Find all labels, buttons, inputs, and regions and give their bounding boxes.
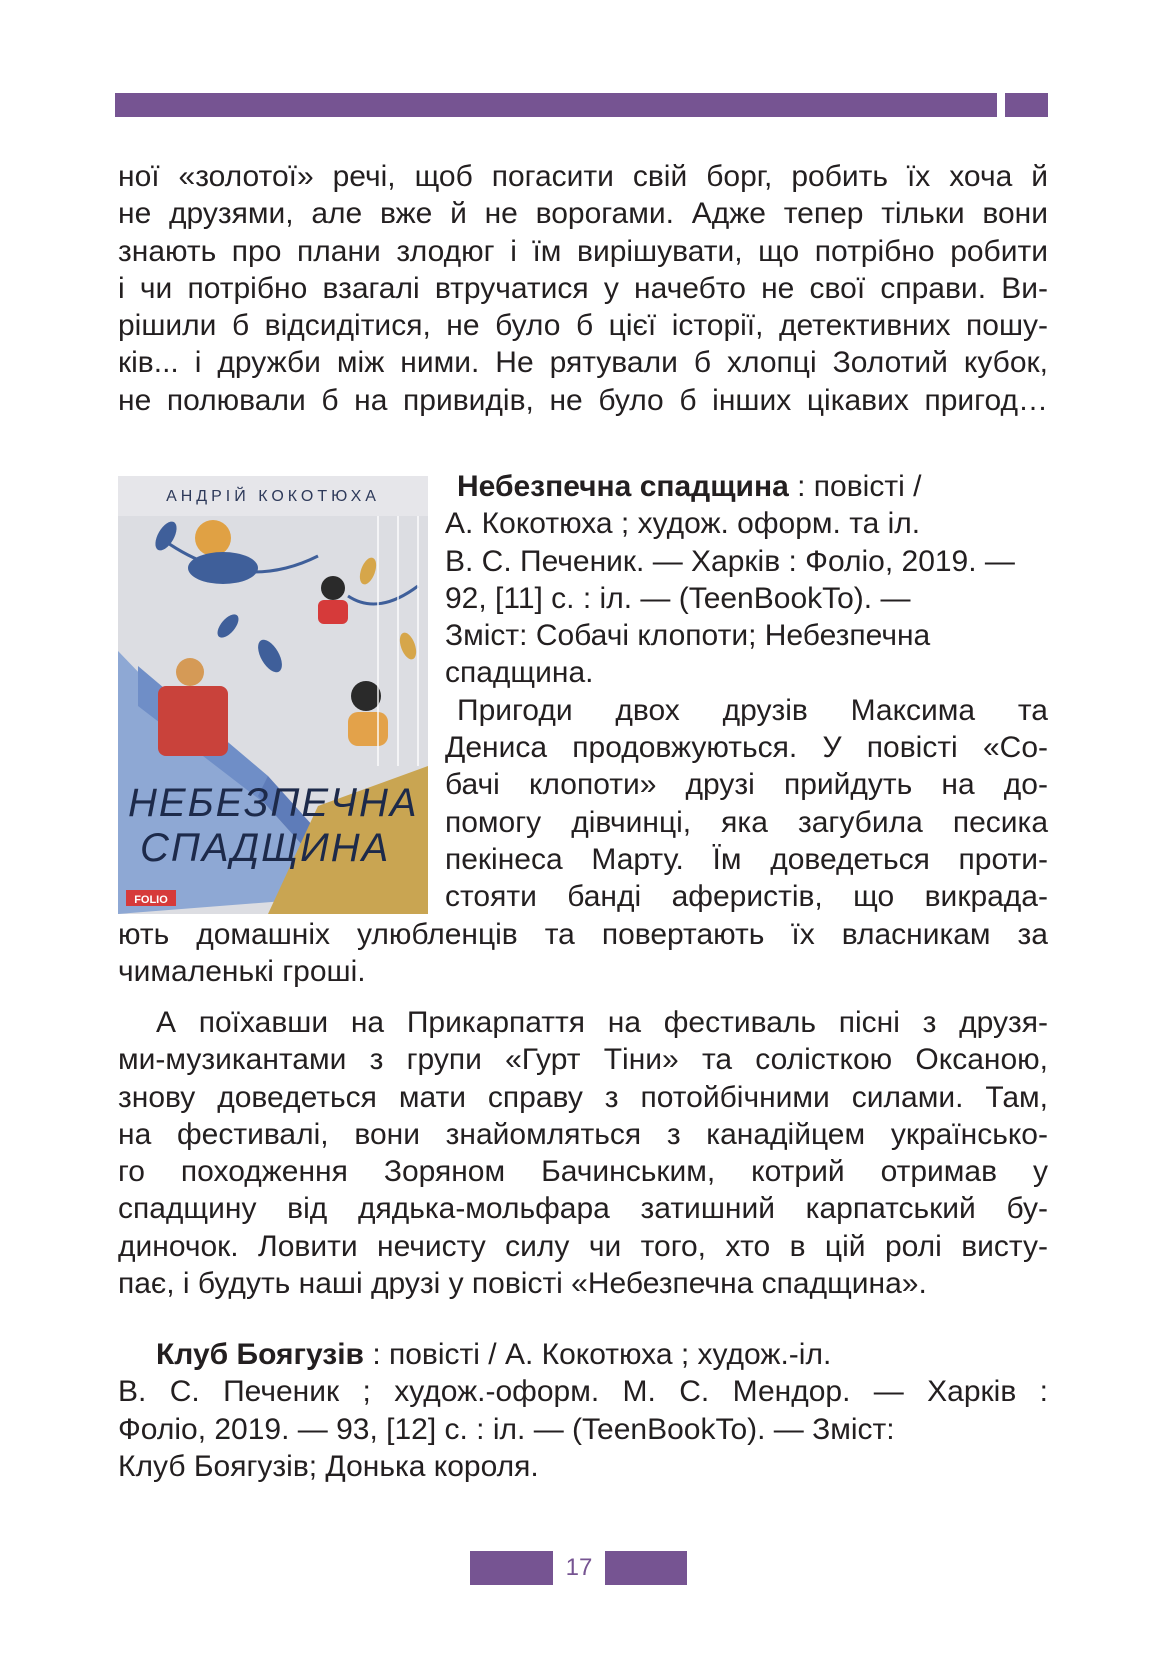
- text-line: ної «золотої» речі, щоб погасити свій борг, робить їх хоча й: [118, 160, 1048, 193]
- book2-title: Клуб Боягузів: [156, 1338, 364, 1371]
- text-line: диночок. Ловити нечисту силу чи того, хто в цій ролі висту-: [118, 1229, 1048, 1263]
- text-line: пає, і будуть наші друзі у повісті «Небезпечна спадщина».: [118, 1267, 927, 1301]
- citation-line: Клуб Боягузів; Донька короля.: [118, 1449, 539, 1483]
- header-bar-accent: [1005, 93, 1048, 117]
- text-line: пекінеса Марту. Їм доведеться проти-: [445, 842, 1048, 876]
- text-line: і чи потрібно взагалі втручатися у начебто не свої справи. Ви-: [118, 271, 1048, 305]
- text-line: бачі клопоти» друзі прийдуть на до-: [445, 768, 1048, 802]
- book-cover-image: [118, 476, 428, 914]
- page-number: 17: [565, 1554, 593, 1581]
- text-line: стояти банді аферистів, що викрада-: [445, 880, 1048, 914]
- citation-first-line: [118, 1336, 1048, 1373]
- paragraph-intro: [118, 158, 1048, 419]
- text-line: знають про плани злодюг і їм вирішувати, що потрібно робити: [118, 234, 1048, 268]
- cover-title-line1: НЕБЕЗПЕЧНА: [128, 781, 419, 825]
- text-line: не полювали б на привидів, не було б інших цікавих пригод…: [118, 383, 1048, 417]
- citation-rest: : повісті / А. Кокотюха ; худож.-іл.: [364, 1338, 832, 1371]
- footer-bar-left: [470, 1551, 553, 1585]
- footer-bar-right: [605, 1551, 687, 1585]
- text-line: спадщину від дядька-мольфара затишний карпатський бу-: [118, 1192, 1048, 1226]
- book1-title: Небезпечна спадщина: [457, 470, 789, 503]
- text-line: Пригоди двох друзів Максима та: [457, 693, 1048, 727]
- citation-line: Зміст: Собачі клопоти; Небезпечна: [445, 619, 931, 653]
- text-line: помогу дівчинці, яка загубила песика: [445, 805, 1048, 839]
- text-line: го походження Зоряном Бачинським, котрий отримав у: [118, 1155, 1048, 1189]
- citation-line: Фоліо, 2019. — 93, [12] с. : іл. — (TeenBookTo). — Зміст:: [118, 1412, 895, 1446]
- text-line: Дениса продовжуються. У повісті «Со-: [445, 731, 1048, 765]
- text-line: ків... і дружби між ними. Не рятували б хлопці Золотий кубок,: [118, 346, 1048, 380]
- text-line: ми-музикантами з групи «Гурт Тіни» та солісткою Оксаною,: [118, 1043, 1048, 1077]
- cover-publisher: FOLIO: [134, 894, 168, 906]
- text-line: знову доведеться мати справу з потойбічними силами. Там,: [118, 1080, 1048, 1114]
- text-line: на фестивалі, вони знайомляться з канадійцем українсько-: [118, 1117, 1048, 1151]
- book1-description: [445, 468, 1048, 916]
- citation-line: В. С. Печеник. — Харків : Фоліо, 2019. —: [445, 544, 1015, 578]
- cover-title-line2: СПАДЩИНА: [140, 826, 391, 870]
- book2-citation: [118, 1336, 1048, 1485]
- citation-rest: : повісті /: [788, 470, 922, 503]
- paragraph-festival: [118, 1004, 1048, 1302]
- text-line: рішили б відсидітися, не було б цієї історії, детективних пошу-: [118, 309, 1048, 343]
- text-line: ють домашніх улюбленців та повертають їх власникам за: [118, 918, 1048, 951]
- citation-line: 92, [11] с. : іл. — (TeenBookTo). —: [445, 581, 911, 615]
- text-line: не друзями, але вже й не ворогами. Адже тепер тільки вони: [118, 197, 1048, 231]
- book-cover-illustration: [118, 476, 428, 914]
- book1-description-continued: [118, 916, 1048, 991]
- citation-line: А. Кокотюха ; худож. оформ. та іл.: [445, 507, 921, 541]
- citation-line: спадщина.: [445, 656, 594, 690]
- page-footer: [470, 1551, 687, 1585]
- cover-author: АНДРІЙ КОКОТЮХА: [166, 488, 380, 505]
- header-bar: [115, 93, 997, 117]
- text-line: чималенькі гроші.: [118, 955, 366, 989]
- citation-line: В. С. Печеник ; худож.-оформ. М. С. Мендор. — Харків :: [118, 1375, 1048, 1409]
- citation-first-line: [445, 468, 1048, 505]
- text-line: А поїхавши на Прикарпаття на фестиваль пісні з друзя-: [156, 1006, 1048, 1039]
